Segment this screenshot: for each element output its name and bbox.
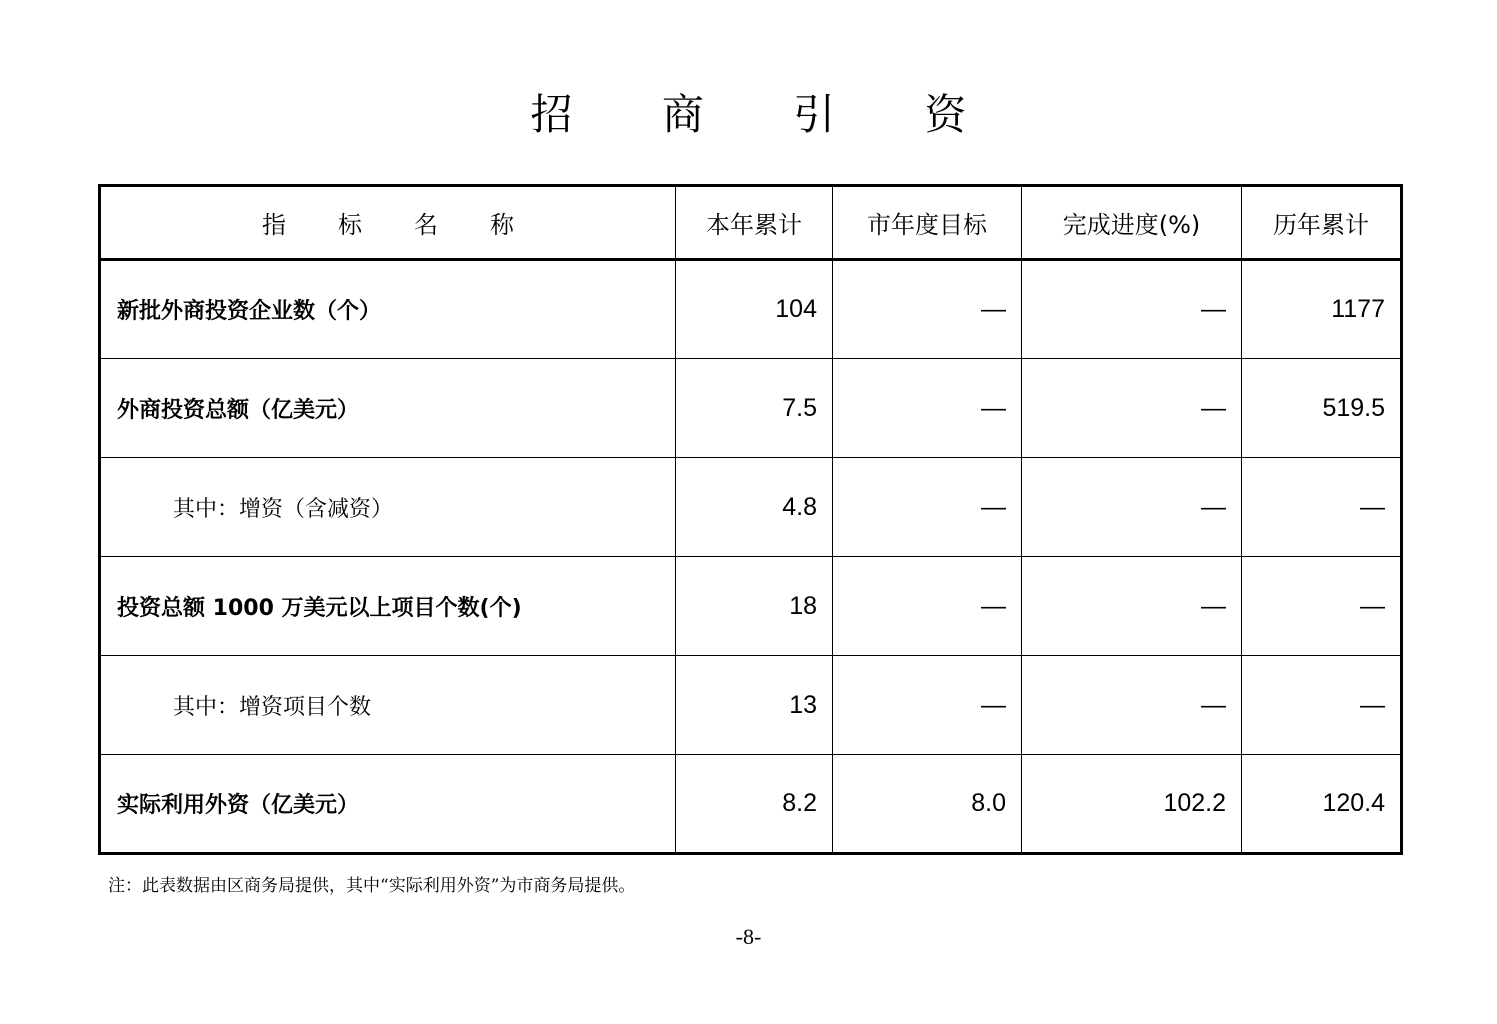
row-label: 其中：增资（含减资） <box>100 458 676 557</box>
page-title: 招 商 引 资 <box>530 90 1005 139</box>
column-header-city-target: 市年度目标 <box>833 186 1022 260</box>
table-header-row <box>100 186 1402 260</box>
column-header-indicator-name: 指标名称 <box>100 186 676 260</box>
cell-city-target: — <box>833 557 1022 656</box>
table-row <box>100 260 1402 359</box>
cell-historical-total: 519.5 <box>1242 359 1402 458</box>
cell-year-total: 4.8 <box>676 458 833 557</box>
cell-progress: — <box>1022 458 1242 557</box>
statistics-table <box>98 184 1403 855</box>
cell-year-total: 7.5 <box>676 359 833 458</box>
cell-progress: — <box>1022 359 1242 458</box>
table-row <box>100 359 1402 458</box>
page-number: -8- <box>735 924 762 949</box>
column-header-progress: 完成进度(%) <box>1022 186 1242 260</box>
cell-progress: 102.2 <box>1022 755 1242 854</box>
table-row <box>100 755 1402 854</box>
row-label: 实际利用外资（亿美元） <box>100 755 676 854</box>
table-row <box>100 656 1402 755</box>
row-label: 新批外商投资企业数（个） <box>100 260 676 359</box>
cell-historical-total: — <box>1242 656 1402 755</box>
cell-progress: — <box>1022 557 1242 656</box>
cell-year-total: 8.2 <box>676 755 833 854</box>
cell-progress: — <box>1022 656 1242 755</box>
cell-city-target: — <box>833 260 1022 359</box>
cell-historical-total: — <box>1242 458 1402 557</box>
row-label: 其中：增资项目个数 <box>100 656 676 755</box>
cell-city-target: — <box>833 656 1022 755</box>
cell-city-target: — <box>833 359 1022 458</box>
cell-historical-total: 120.4 <box>1242 755 1402 854</box>
footnote: 注：此表数据由区商务局提供，其中“实际利用外资”为市商务局提供。 <box>108 876 636 896</box>
cell-city-target: 8.0 <box>833 755 1022 854</box>
cell-year-total: 18 <box>676 557 833 656</box>
cell-progress: — <box>1022 260 1242 359</box>
table-row <box>100 557 1402 656</box>
cell-city-target: — <box>833 458 1022 557</box>
cell-year-total: 104 <box>676 260 833 359</box>
column-header-year-total: 本年累计 <box>676 186 833 260</box>
cell-historical-total: 1177 <box>1242 260 1402 359</box>
row-label: 外商投资总额（亿美元） <box>100 359 676 458</box>
table-row <box>100 458 1402 557</box>
cell-historical-total: — <box>1242 557 1402 656</box>
cell-year-total: 13 <box>676 656 833 755</box>
row-label: 投资总额 1000 万美元以上项目个数(个) <box>100 557 676 656</box>
column-header-historical-total: 历年累计 <box>1242 186 1402 260</box>
